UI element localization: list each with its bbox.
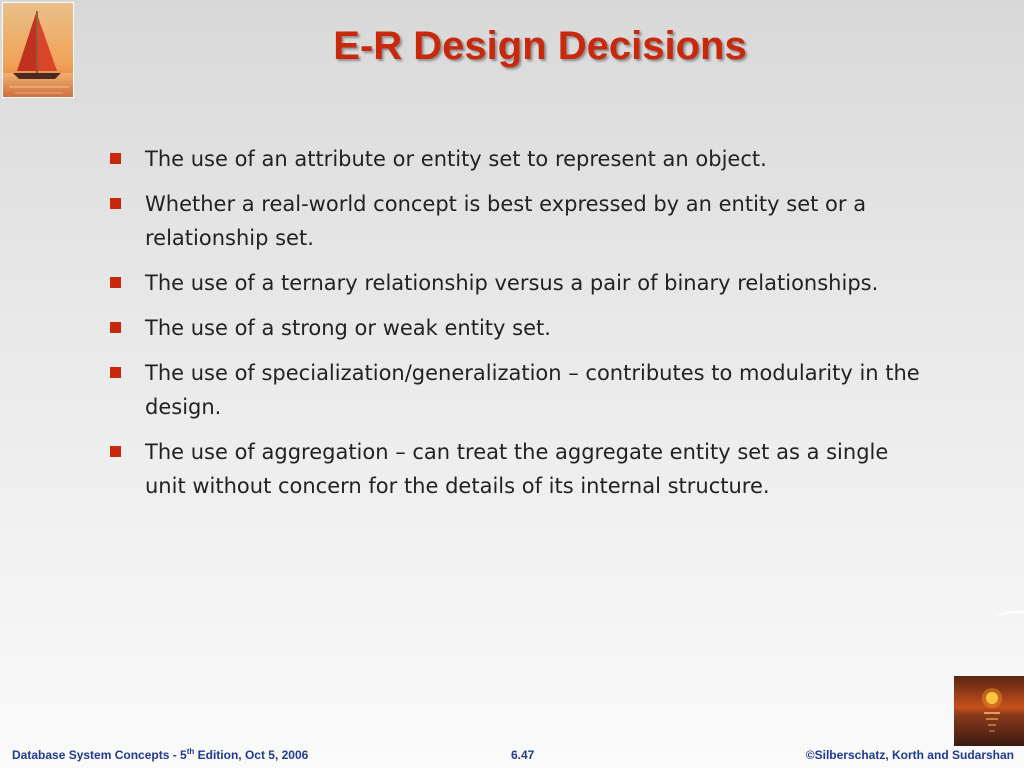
footer-edition (12, 746, 308, 764)
footer-page-number: 6.47 (511, 748, 535, 762)
bullet-text: The use of a ternary relationship versus a pair of binary relationships. (145, 271, 879, 295)
bullet-text: Whether a real-world concept is best expressed by an entity set or a relationship set. (145, 192, 867, 250)
decorative-swoosh-icon (994, 606, 1024, 618)
bullet-item (110, 187, 930, 255)
square-bullet-icon (110, 322, 121, 333)
square-bullet-icon (110, 198, 121, 209)
footer-edition-sup: th (186, 747, 195, 756)
bullet-item (110, 266, 930, 300)
square-bullet-icon (110, 153, 121, 164)
bullet-item (110, 435, 930, 503)
footer-edition-suffix: Edition, Oct 5, 2006 (194, 748, 309, 762)
bullet-text: The use of specialization/generalization – contributes to modularity in the design. (145, 361, 920, 419)
bullet-item (110, 142, 930, 176)
slide-title: E-R Design Decisions (333, 24, 747, 68)
bullet-text: The use of aggregation – can treat the aggregate entity set as a single unit without concern for the details of its internal structure. (145, 440, 889, 498)
bullet-list (110, 142, 930, 514)
bullet-item (110, 311, 930, 345)
bullet-text: The use of a strong or weak entity set. (145, 316, 551, 340)
bullet-item (110, 356, 930, 424)
square-bullet-icon (110, 367, 121, 378)
square-bullet-icon (110, 277, 121, 288)
bullet-text: The use of an attribute or entity set to represent an object. (145, 147, 767, 171)
footer-edition-prefix: Database System Concepts - 5 (12, 748, 187, 762)
footer-copyright: ©Silberschatz, Korth and Sudarshan (805, 748, 1014, 762)
sunset-corner-icon (954, 676, 1024, 746)
square-bullet-icon (110, 446, 121, 457)
